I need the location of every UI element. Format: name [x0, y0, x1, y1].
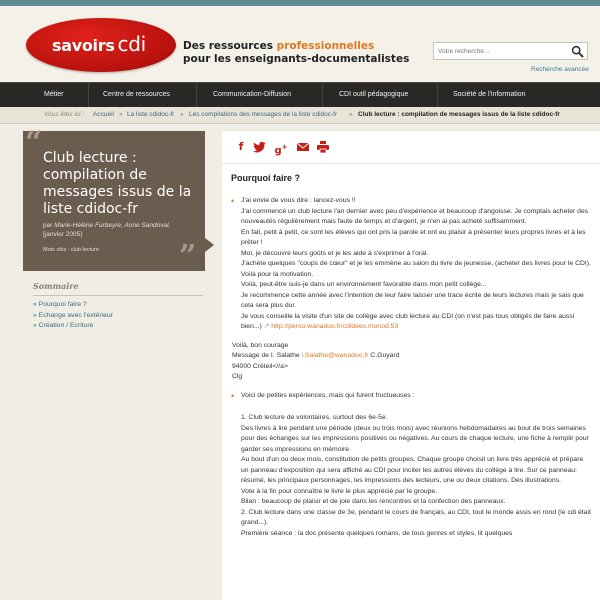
breadcrumb-current: Club lecture : compilation de messages issus de la liste cdidoc-fr [358, 111, 560, 118]
paragraph: J'ai commencé un club lecture l'an dernier avec peu d'expérience et beaucoup d'angoisse. Je comptais acheter des nouveautés régulièrement mais faute de temps et d'argent, je n'en ai pas acheté suffisamment. [241, 207, 589, 225]
advanced-search-link[interactable]: Recherche avancée [531, 66, 589, 73]
nav-divider [196, 83, 197, 108]
signoff-line: Voilà, bon courage [232, 341, 289, 349]
toc-item-echange[interactable]: » Echange avec l'extérieur [33, 311, 113, 319]
site-tagline: Des ressources professionnelles pour les enseignants-documentalistes [183, 40, 410, 65]
nav-item-centre-ressources[interactable]: Centre de ressources [103, 91, 170, 98]
search-input[interactable] [438, 46, 563, 57]
breadcrumb-separator: » [180, 111, 184, 118]
email-link[interactable]: i.Salathe@wanadoo.fr [301, 352, 369, 359]
paragraph: Première séance : la doc présente quelques romans, de tous genres et styles, lit quelques [241, 529, 513, 537]
paragraph: J'achète quelques "coups de cœur" et je les emmène au salon du livre de jeunesse, (acheter des livres pour le CDI). Voilà pour la motivation. [241, 260, 591, 278]
google-plus-icon[interactable]: g+ [274, 143, 288, 157]
article-tags: Mots clés : club lecture [43, 247, 99, 253]
nav-divider [88, 83, 89, 108]
nav-divider [437, 83, 438, 108]
signoff-line: Clg [232, 373, 243, 380]
article-title: Club lecture : compilation de messages issus de la liste cdidoc-fr [43, 150, 192, 217]
paragraph: Bilan : beaucoup de plaisir et de joie dans les rencontres et la confection des panneaux. [241, 498, 506, 505]
breadcrumb-item-compilations[interactable]: Les compilations des messages de la liste cdidoc-fr [189, 111, 338, 118]
paragraph: Je recommence cette année avec l'intention de leur faire laisser une trace écrite de leurs lectures mais je sais que cela sera plus dur. [241, 291, 584, 309]
breadcrumb-separator: » [119, 111, 123, 118]
article-content [222, 131, 600, 600]
email-icon[interactable] [296, 140, 310, 154]
toc-item-pourquoi[interactable]: » Pourquoi faire ? [33, 301, 87, 308]
paragraph: 1. Club lecture de volontaires, surtout des 6e-5e. [241, 414, 388, 421]
paragraph: 2. Club lecture dans une classe de 3e, pendant le cours de français, au CDI, tout le monde assis en rond (le cdi était grand...). [241, 508, 591, 526]
paragraph: • J'ai envie de vous dire : lancez-vous !! [241, 197, 356, 204]
paragraph: Au bout d'un ou deux mois, constitution de petits groupes. Chaque groupe choisit un livre très apprécié et prépare un panneau d'exposition qui sera affiché au CDI pour inciter les autres élèves du collège à lire. Sur ce panneau: résumé, les principaux personnages, les impressions des lecteurs, une ou deux citations. Des illustrations. [241, 456, 584, 484]
site-header [0, 6, 600, 82]
paragraph: • Voici de petites expériences, mais qui furent fructueuses : [241, 391, 415, 399]
article-authors: par Marie-Hélène Furbeyre, Anne Sandoval, [janvier 2005] [43, 222, 171, 238]
signoff-line: 94000 Créteil<//a> [232, 362, 288, 370]
list-item [230, 196, 592, 333]
open-quote-icon: “ [25, 125, 43, 160]
article-title-card [23, 125, 205, 274]
nav-divider [322, 83, 323, 108]
nav-item-metier[interactable]: Métier [44, 91, 64, 98]
breadcrumb-separator: » [349, 111, 353, 118]
facebook-icon[interactable]: f [238, 140, 244, 153]
signoff-line: Message de I. Salathe i.Salathe@wanadoo.fr C.Guyard [232, 352, 400, 359]
site-logo[interactable] [26, 18, 176, 72]
table-of-contents [33, 281, 203, 332]
nav-item-cdi-outil[interactable]: CDI outil pédagogique [339, 91, 409, 98]
breadcrumb-prefix: Vous êtes ici : [44, 111, 85, 118]
nav-item-societe-information[interactable]: Société de l'information [453, 91, 526, 98]
search-icon[interactable] [571, 45, 584, 58]
logo-text: savoirs cdi [52, 32, 146, 56]
nav-item-communication[interactable]: Communication-Diffusion [213, 91, 292, 98]
paragraph: Moi, je découvre leurs goûts et je les aide à s'exprimer à l'oral. [241, 249, 429, 257]
toc-item-creation[interactable]: » Création / Ecriture [33, 322, 94, 329]
twitter-icon[interactable] [253, 140, 267, 154]
breadcrumb-item-liste[interactable]: La liste cdidoc-fr [127, 111, 175, 118]
external-link-icon: ↗ [263, 323, 270, 330]
search-box [433, 42, 588, 60]
divider [222, 163, 600, 164]
section-title: Pourquoi faire ? [231, 173, 301, 183]
paragraph: Vote à la fin pour connaître le livre le plus apprécié par le groupe. [241, 487, 438, 495]
main-nav [0, 82, 600, 107]
list-item-content [230, 413, 592, 539]
list-item [230, 391, 592, 402]
paragraph: Des livres à lire pendant une période (deux ou trois mois) avec réunions hebdomadaires au bout de trois semaines pour des échanges sur les impressions positives ou négatives. Au cours de chaque lecture, une fiche à remplir pour garder ses impressions en mémoire. [241, 424, 589, 453]
paragraph: Je vous conseille la visite d'un site de collège avec club lecture au CDI (on n'est pas tous obligés de faire aussi bien...) ↗ http://perso.wanadoo.fr/cdidees.monod.53 [241, 312, 575, 330]
article-body [230, 196, 592, 539]
paragraph: Voilà, peut-être suis-je dans un environnement favorable dans mon petit collège... [241, 281, 487, 288]
breadcrumb [0, 107, 600, 124]
paragraph: En fait, petit à petit, ce sont les élèves qui ont pris la parole et ont eu plaisir à présenter leurs propres livres et à les prêter ! [241, 228, 586, 246]
toc-title: Sommaire [33, 281, 203, 296]
print-icon[interactable] [316, 140, 330, 154]
close-quote-icon: ” [179, 239, 197, 274]
breadcrumb-item-accueil[interactable]: Accueil [93, 111, 114, 118]
card-pointer [205, 238, 214, 252]
external-link[interactable]: http://perso.wanadoo.fr/cdidees.monod.53 [271, 323, 399, 330]
